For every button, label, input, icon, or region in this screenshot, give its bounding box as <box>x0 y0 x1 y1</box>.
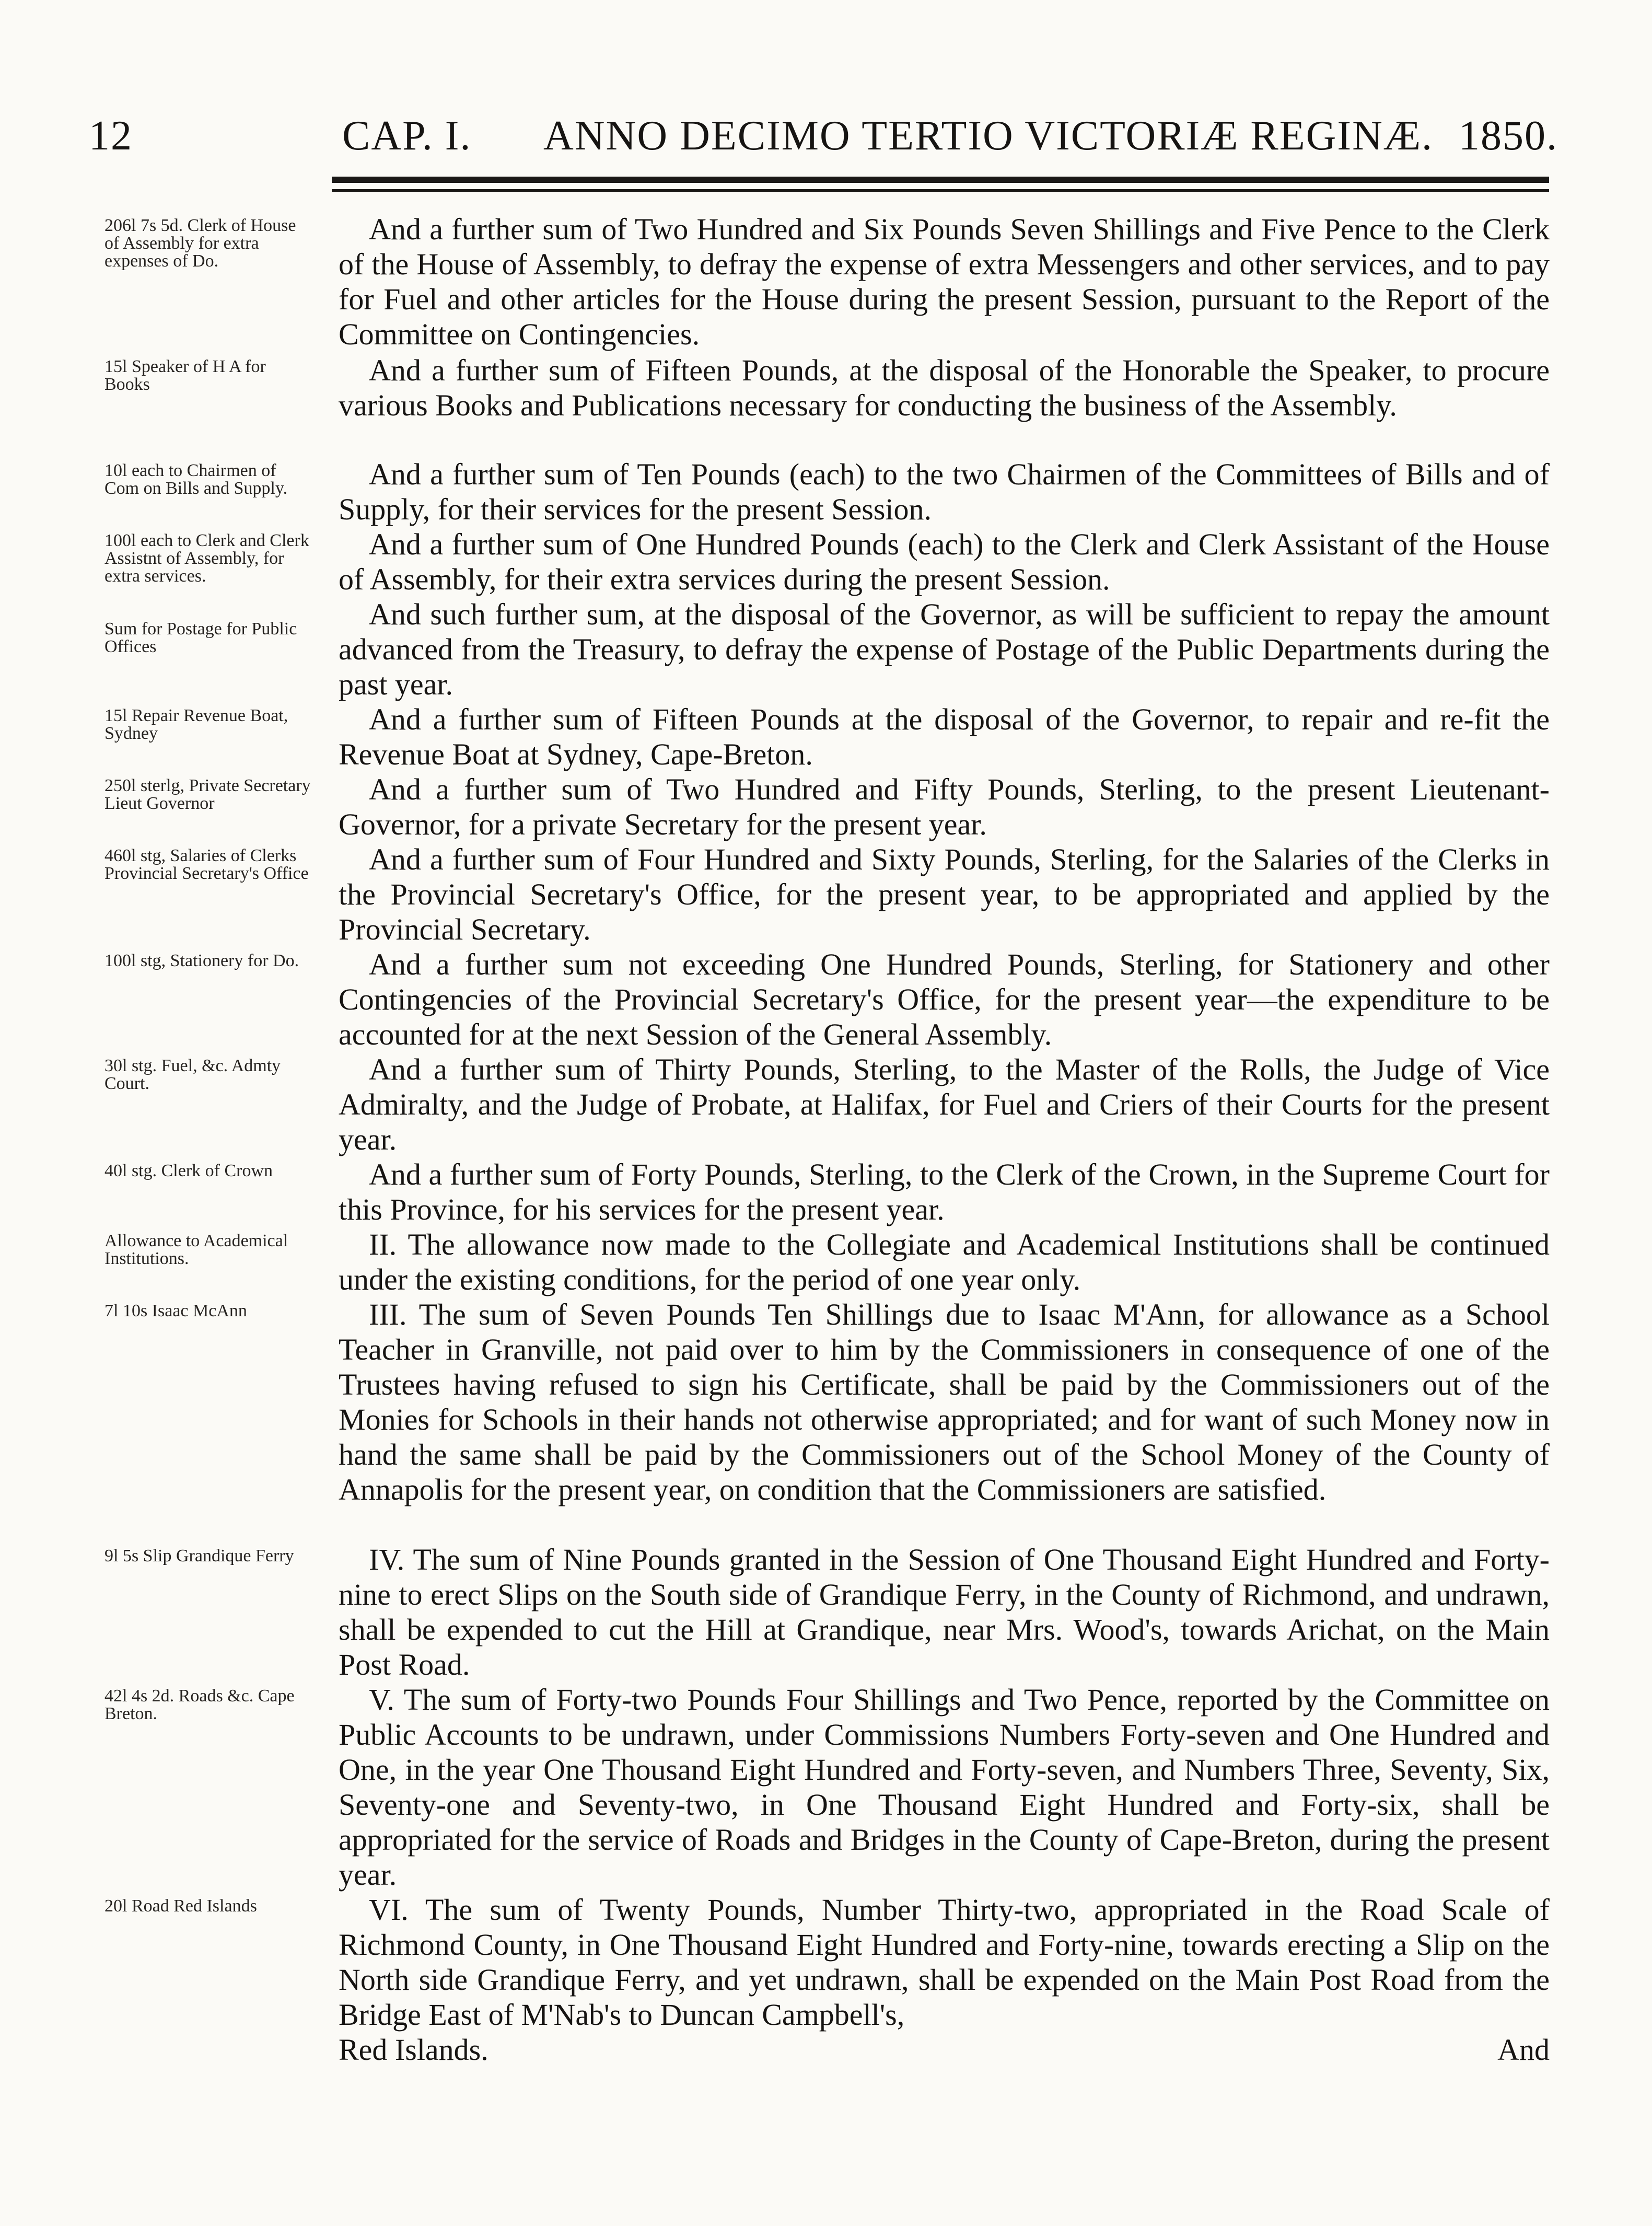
margin-note: 42l 4s 2d. Roads &c. Cape Breton. <box>104 1686 295 1723</box>
page-number: 12 <box>89 113 133 159</box>
header-rule-thin <box>332 189 1549 192</box>
margin-note: 100l stg, Stationery for Do. <box>104 951 299 970</box>
section-text: And a further sum not exceeding One Hundred Pounds, Sterling, for Stationery and other Contingencies of the Provincial Secretary's Office, for the present year—the expenditure to be accounted for at the next Session of the General Assembly. <box>339 947 1550 1051</box>
margin-note: 460l stg, Salaries of Clerks Provincial Secretary's Office <box>104 846 309 883</box>
header-rule-thick <box>332 177 1549 183</box>
margin-note: 7l 10s Isaac McAnn <box>104 1301 247 1320</box>
margin-note: 250l sterlg, Private Secretary Lieut Governor <box>104 776 311 813</box>
section-text: And a further sum of Fifteen Pounds, at the disposal of the Honorable the Speaker, to procure various Books and Publications necessary for conducting the business of the Assembly. <box>339 353 1550 422</box>
margin-note: Sum for Postage for Public Offices <box>104 619 297 656</box>
margin-note: 30l stg. Fuel, &c. Admty Court. <box>104 1056 281 1093</box>
running-title: ANNO DECIMO TERTIO VICTORIÆ REGINÆ. <box>543 113 1433 159</box>
margin-note: 10l each to Chairmen of Com on Bills and Supply. <box>104 461 288 498</box>
section-text: And a further sum of Forty Pounds, Sterling, to the Clerk of the Crown, in the Supreme Court for this Province, for his services for the present year. <box>339 1157 1550 1226</box>
section-text: And a further sum of One Hundred Pounds (each) to the Clerk and Clerk Assistant of the House of Assembly, for their extra services during the present Session. <box>339 527 1550 596</box>
margin-note: 40l stg. Clerk of Crown <box>104 1161 273 1180</box>
section-text: And a further sum of Four Hundred and Sixty Pounds, Sterling, for the Salaries of the Clerks in the Provincial Secretary's Office, for the present year, to be appropriated and applied by the Provincial Secretary. <box>339 842 1550 946</box>
year-label: 1850. <box>1459 113 1558 159</box>
section-text: V. The sum of Forty-two Pounds Four Shillings and Two Pence, reported by the Committee on Public Accounts to be undrawn, under Commissions Numbers Forty-seven and One Hundred and One, in the year One Thousand Eight Hundred and Forty-seven, and Numbers Three, Seventy, Six, Seventy-one and Seventy-two, in One Thousand Eight Hundred and Forty-six, shall be appropriated for the service of Roads and Bridges in the County of Cape-Breton, during the present year. <box>339 1683 1550 1892</box>
section-text: II. The allowance now made to the Collegiate and Academical Institutions shall be continued under the existing conditions, for the period of one year only. <box>339 1227 1550 1296</box>
section-text: And a further sum of Fifteen Pounds at the disposal of the Governor, to repair and re-fit the Revenue Boat at Sydney, Cape-Breton. <box>339 702 1550 771</box>
margin-note: Allowance to Academical Institutions. <box>104 1231 288 1268</box>
section-text: VI. The sum of Twenty Pounds, Number Thirty-two, appropriated in the Road Scale of Richmond County, in One Thousand Eight Hundred and Forty-nine, towards erecting a Slip on the North side Grandique Ferry, and yet undrawn, shall be expended on the Main Post Road from the Bridge East of M'Nab's to Duncan Campbell's, <box>339 1893 1550 2032</box>
margin-note: 15l Repair Revenue Boat, Sydney <box>104 706 288 743</box>
closing-line <box>339 2032 1550 2067</box>
chapter-label: CAP. I. <box>342 113 472 159</box>
final-text: Red Islands. <box>339 2033 488 2067</box>
section-text: III. The sum of Seven Pounds Ten Shillings due to Isaac M'Ann, for allowance as a School Teacher in Granville, not paid over to him by the Commissioners in consequence of one of the Trustees having refused to sign his Certificate, shall be paid by the Commissioners out of the Monies for Schools in their hands not otherwise appropriated; and for want of such Money now in hand the same shall be paid by the Commissioners out of the School Money of the County of Annapolis for the present year, on condition that the Commissioners are satisfied. <box>339 1297 1550 1506</box>
margin-note: 9l 5s Slip Grandique Ferry <box>104 1546 294 1566</box>
margin-note: 100l each to Clerk and Clerk Assistnt of Assembly, for extra services. <box>104 531 309 586</box>
running-header <box>0 107 1652 165</box>
section-text: And a further sum of Two Hundred and Fifty Pounds, Sterling, to the present Lieutenant-Governor, for a private Secretary for the present year. <box>339 772 1550 841</box>
section-text: And such further sum, at the disposal of the Governor, as will be sufficient to repay the amount advanced from the Treasury, to defray the expense of Postage of the Public Departments during the past year. <box>339 597 1550 701</box>
margin-note: 15l Speaker of H A for Books <box>104 357 266 394</box>
section-text: And a further sum of Thirty Pounds, Sterling, to the Master of the Rolls, the Judge of Vice Admiralty, and the Judge of Probate, at Halifax, for Fuel and Criers of their Courts for the present year. <box>339 1052 1550 1156</box>
section-text: And a further sum of Ten Pounds (each) to the two Chairmen of the Committees of Bills and of Supply, for their services for the present Session. <box>339 457 1550 526</box>
margin-note: 20l Road Red Islands <box>104 1896 257 1916</box>
section-text: IV. The sum of Nine Pounds granted in the Session of One Thousand Eight Hundred and Forty-nine to erect Slips on the South side of Grandique Ferry, in the County of Richmond, and undrawn, shall be expended to cut the Hill at Grandique, near Mrs. Wood's, towards Arichat, on the Main Post Road. <box>339 1543 1550 1682</box>
catchword: And <box>1497 2033 1550 2067</box>
margin-note: 206l 7s 5d. Clerk of House of Assembly for extra expenses of Do. <box>104 216 296 271</box>
section-text: And a further sum of Two Hundred and Six Pounds Seven Shillings and Five Pence to the Clerk of the House of Assembly, to defray the expense of extra Messengers and other services, and to pay for Fuel and other articles for the House during the present Session, pursuant to the Report of the Committee on Contingencies. <box>339 212 1550 351</box>
